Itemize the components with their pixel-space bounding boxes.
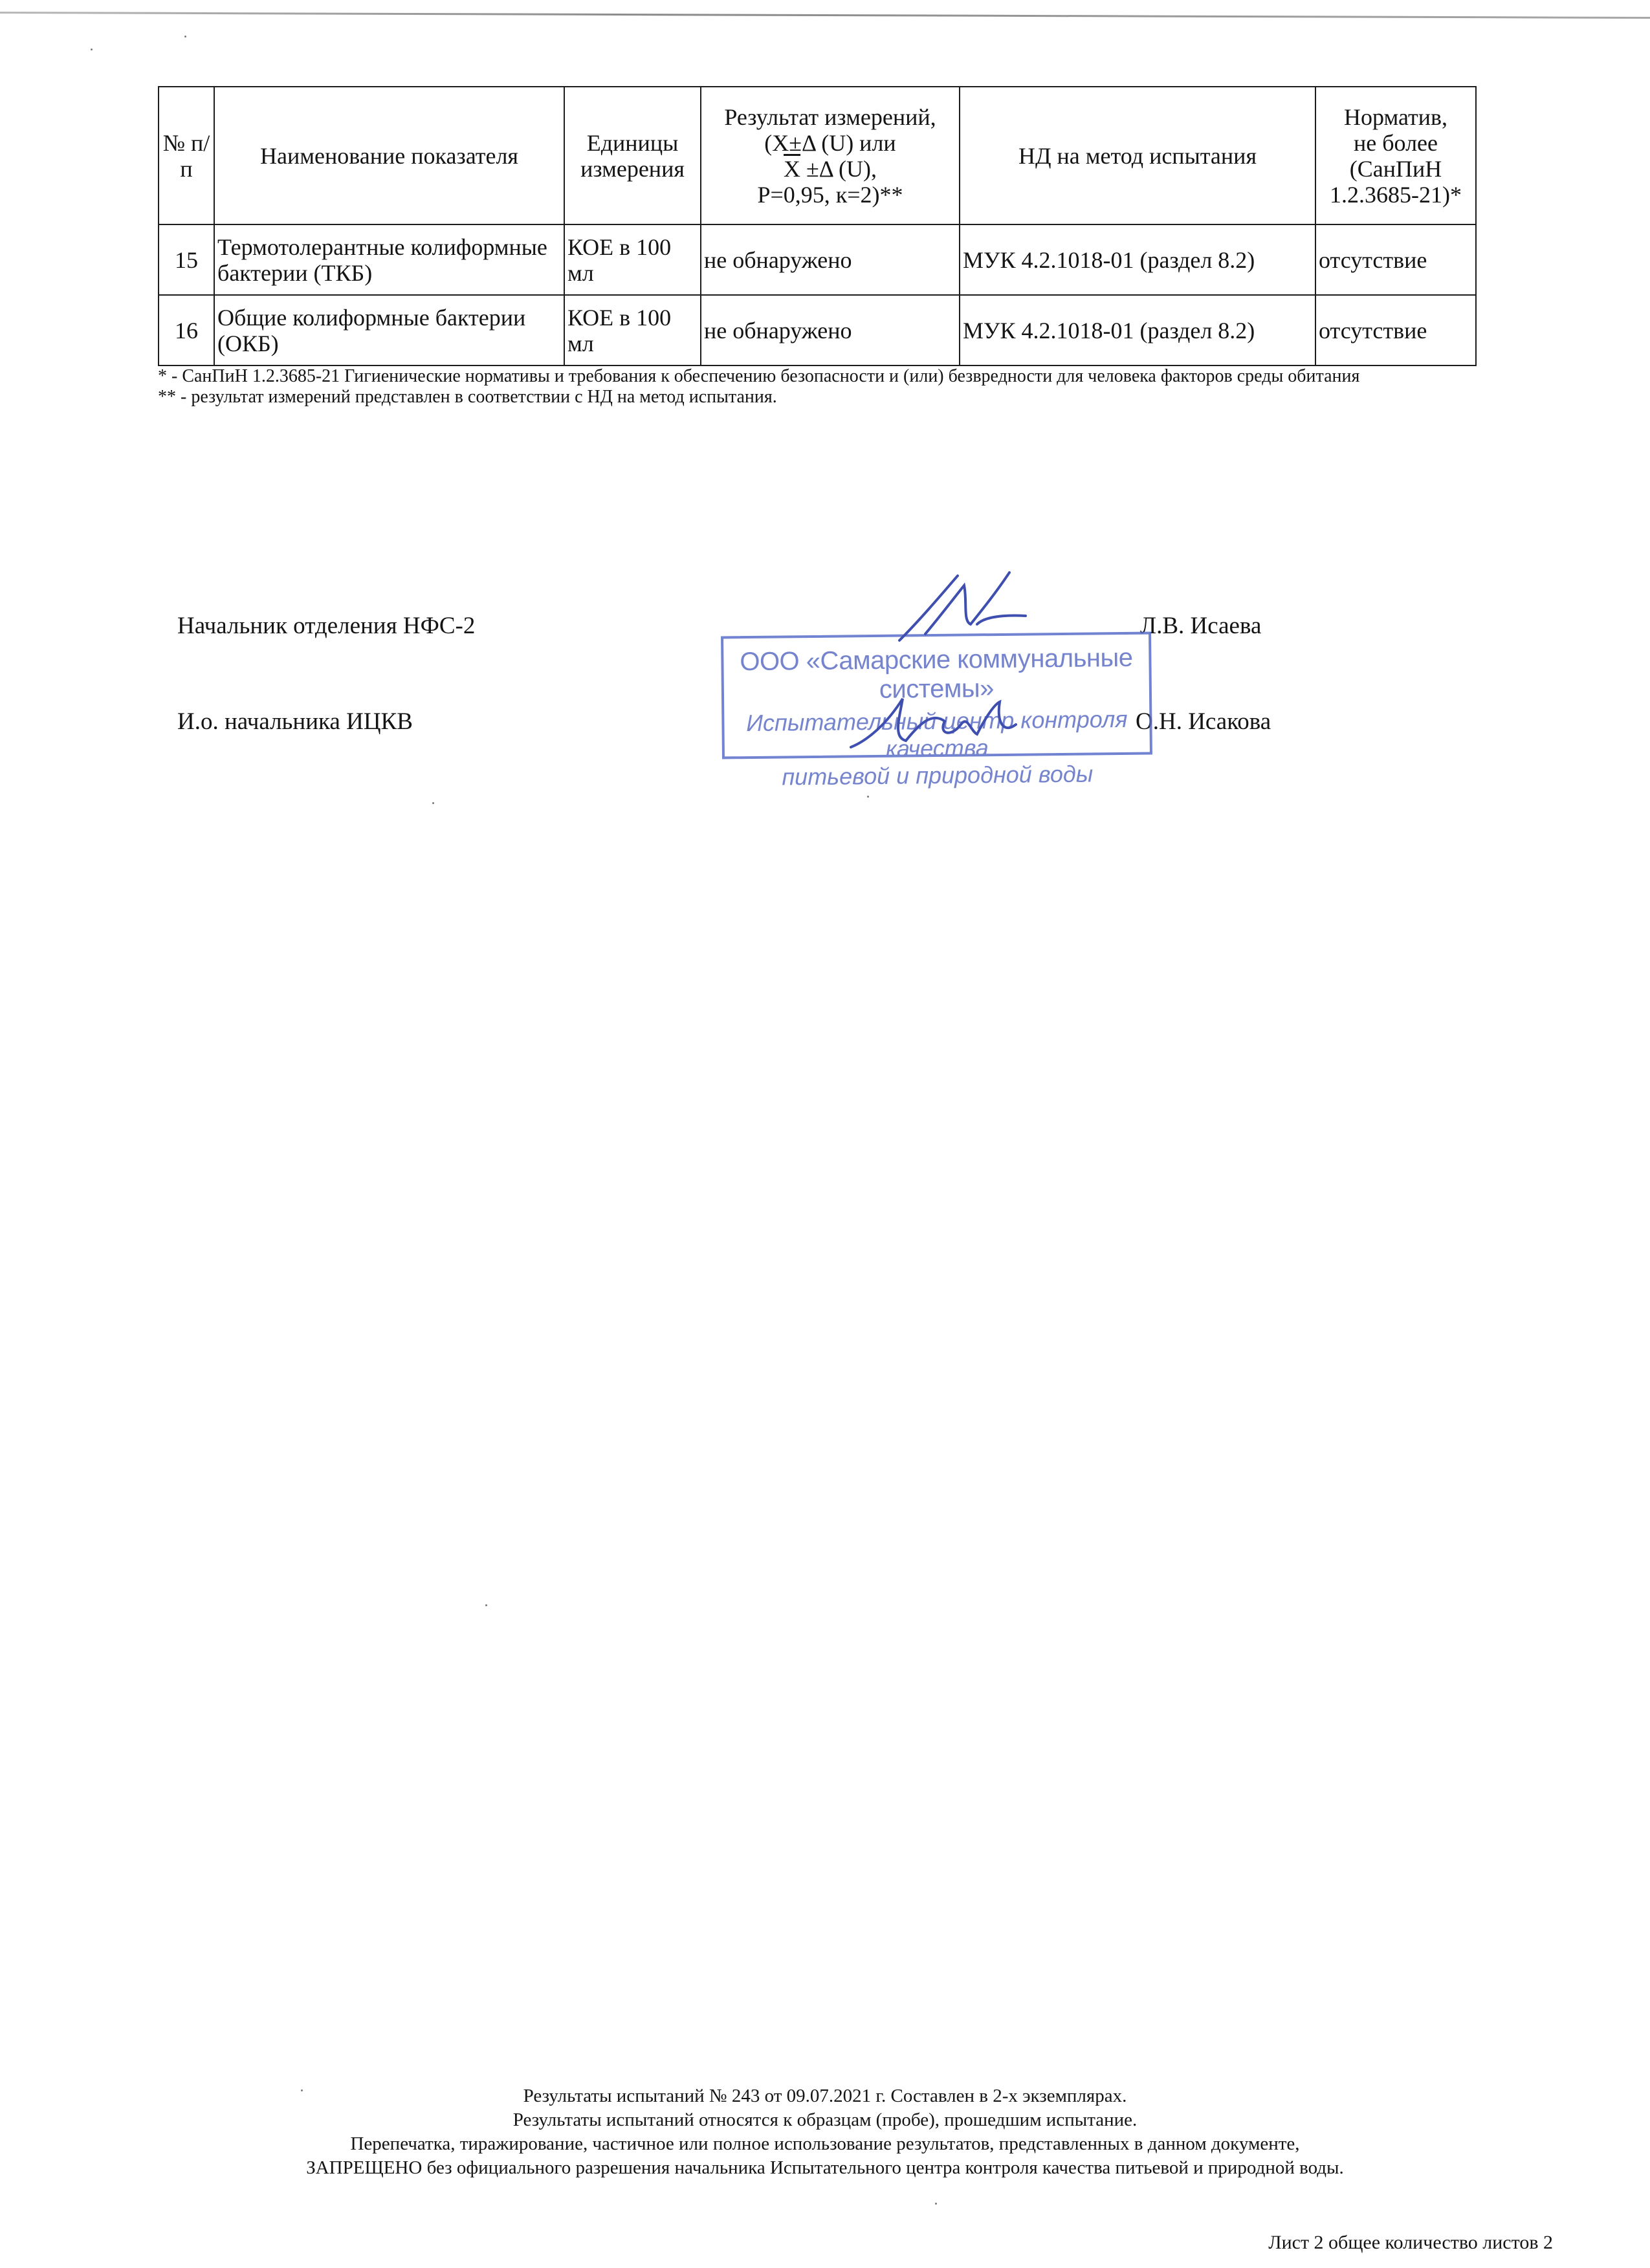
header-result-line: (Х±Δ (U) или	[764, 129, 896, 156]
header-norm-line: Норматив,	[1343, 104, 1448, 130]
footer-line: Результаты испытаний № 243 от 09.07.2021 г. Составлен в 2-х экземплярах.	[523, 2086, 1127, 2106]
signature-isaeva	[886, 563, 1042, 653]
document-footer	[194, 2084, 1456, 2180]
table-row	[159, 295, 1476, 365]
header-result-line: Х ±Δ (U),	[784, 155, 877, 182]
scan-dust	[935, 2203, 937, 2205]
scan-dust	[867, 796, 869, 798]
signer-2-name: О.Н. Исакова	[1136, 708, 1271, 735]
scan-dust	[184, 36, 186, 38]
results-table	[158, 86, 1477, 366]
cell-units: КОЕ в 100 мл	[564, 295, 701, 365]
x-bar-symbol: Х	[784, 155, 801, 182]
footnote-sanpin: * - СанПиН 1.2.3685-21 Гигиенические нормативы и требования к обеспечению безопасности и (или) безвредности для человека факторов среды обитания	[158, 366, 1360, 386]
header-norm-line: (СанПиН	[1349, 155, 1442, 182]
signature-isakova	[841, 686, 1035, 763]
scan-dust	[91, 49, 93, 50]
cell-num: 15	[159, 224, 214, 295]
footer-line: Перепечатка, тиражирование, частичное или полное использование результатов, представленных в данном документе,	[350, 2133, 1300, 2154]
scan-dust	[301, 2089, 303, 2091]
header-norm-line: не более	[1353, 129, 1438, 156]
footnotes	[158, 366, 1478, 408]
cell-name: Общие колиформные бактерии (ОКБ)	[214, 295, 564, 365]
scan-edge-line	[0, 12, 1650, 19]
sheet-counter: Лист 2 общее количество листов 2	[1268, 2232, 1553, 2253]
stamp-line: питьевой и природной воды	[782, 760, 1094, 791]
header-norm	[1315, 87, 1476, 224]
cell-norm: отсутствие	[1315, 295, 1476, 365]
header-method: НД на метод испытания	[960, 87, 1315, 224]
signer-2-title: И.о. начальника ИЦКВ	[177, 708, 413, 735]
cell-result: не обнаружено	[701, 224, 960, 295]
scan-dust	[485, 1604, 487, 1606]
stamp-line: Испытательный центр контроля качества	[746, 705, 1128, 762]
header-result	[701, 87, 960, 224]
header-result-line: Результат измерений,	[724, 104, 936, 130]
scan-dust	[432, 802, 434, 804]
header-norm-line: 1.2.3685-21)*	[1330, 181, 1462, 208]
cell-units: КОЕ в 100 мл	[564, 224, 701, 295]
table-row	[159, 224, 1476, 295]
cell-norm: отсутствие	[1315, 224, 1476, 295]
header-name: Наименование показателя	[214, 87, 564, 224]
cell-name: Термотолерантные колиформные бактерии (ТКБ)	[214, 224, 564, 295]
table-header-row	[159, 87, 1476, 224]
header-result-line: Р=0,95, к=2)**	[757, 181, 903, 208]
footer-line: Результаты испытаний относятся к образцам (пробе), прошедшим испытание.	[512, 2110, 1138, 2130]
cell-method: МУК 4.2.1018-01 (раздел 8.2)	[960, 295, 1315, 365]
cell-method: МУК 4.2.1018-01 (раздел 8.2)	[960, 224, 1315, 295]
header-num: № п/п	[159, 87, 214, 224]
header-units: Единицы измерения	[564, 87, 701, 224]
footer-line: ЗАПРЕЩЕНО без официального разрешения начальника Испытательного центра контроля качества питьевой и природной воды.	[306, 2157, 1344, 2178]
signer-1-name: Л.В. Исаева	[1140, 613, 1262, 639]
signer-1-title: Начальник отделения НФС-2	[177, 613, 476, 639]
cell-result: не обнаружено	[701, 295, 960, 365]
stamp-line: ООО «Самарские коммунальные системы»	[740, 643, 1133, 704]
cell-num: 16	[159, 295, 214, 365]
footnote-method: ** - результат измерений представлен в соответствии с НД на метод испытания.	[158, 387, 777, 407]
